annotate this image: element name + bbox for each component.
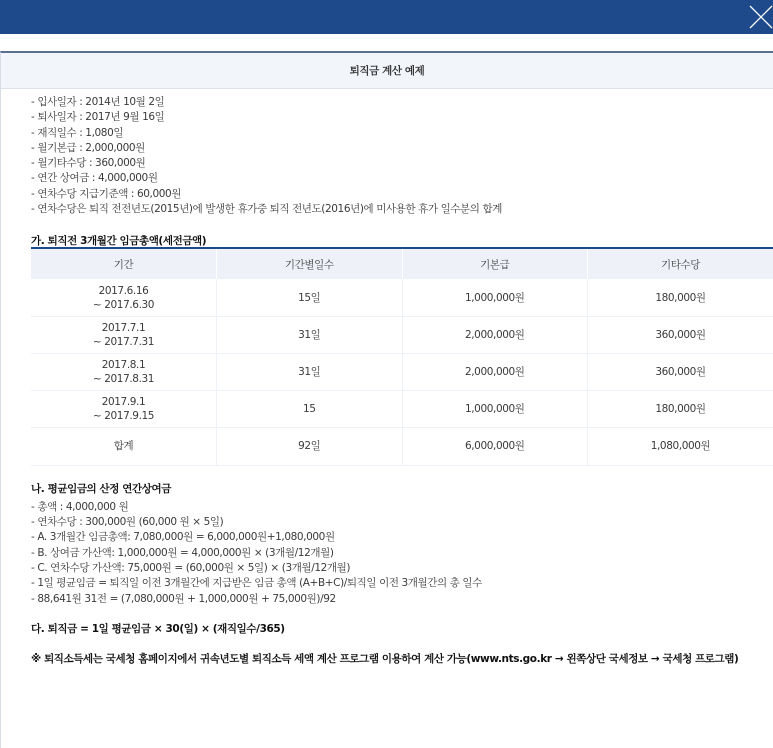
panel-title: 퇴직금 계산 예제 — [1, 53, 773, 89]
cell-other: 180,000원 — [588, 279, 773, 316]
info-line: - 입사일자 : 2014년 10월 2일 — [31, 96, 165, 108]
section-b-line: - 1일 평균임금 = 퇴직일 이전 3개월간에 지급받은 임금 총액 (A+B+C)/퇴직일 이전 3개월간의 총 일수 — [31, 577, 482, 590]
section-b-line: - C. 연차수당 가산액: 75,000원 = (60,000원 × 5일) × (3개월/12개월) — [31, 562, 351, 575]
cell-total-label: 합계 — [31, 427, 217, 465]
cell-period — [31, 353, 217, 390]
section-a-title: 가. 퇴직전 3개월간 임금총액(세전금액) — [31, 233, 773, 249]
table-row — [31, 353, 773, 390]
info-list — [31, 95, 773, 217]
period-start: 2017.8.1 — [101, 358, 146, 371]
close-icon — [743, 0, 773, 34]
period-end: ~ 2017.7.31 — [92, 335, 155, 348]
col-header-days: 기간별일수 — [217, 249, 403, 279]
content-body — [1, 89, 773, 667]
period-end: ~ 2017.8.31 — [92, 372, 155, 385]
col-header-period: 기간 — [31, 249, 217, 279]
tax-note: ※ 퇴직소득세는 국세청 홈페이지에서 귀속년도별 퇴직소득 세액 계산 프로그램 이용하여 계산 가능(www.nts.go.kr → 왼쪽상단 국세정보 → 국세청 프로그램) — [31, 652, 739, 665]
cell-base: 2,000,000원 — [402, 353, 588, 390]
section-b-line: - B. 상여금 가산액: 1,000,000원 = 4,000,000원 × (3개월/12개월) — [31, 546, 334, 559]
section-b-line: - A. 3개월간 임금총액: 7,080,000원 = 6,000,000원+1,080,000원 — [31, 531, 335, 544]
info-line: - 월기타수당 : 360,000원 — [31, 157, 146, 170]
period-start: 2017.9.1 — [101, 395, 146, 408]
period-end: ~ 2017.6.30 — [92, 298, 155, 311]
close-button[interactable] — [743, 0, 773, 34]
cell-days: 15일 — [217, 279, 403, 316]
cell-period — [31, 279, 217, 316]
cell-total-base: 6,000,000원 — [402, 427, 588, 465]
cell-period — [31, 390, 217, 427]
col-header-base: 기본급 — [402, 249, 588, 279]
cell-days: 31일 — [217, 353, 403, 390]
cell-days: 31일 — [217, 316, 403, 353]
top-bar — [0, 0, 773, 34]
section-b-title: 나. 평균임금의 산정 연간상여금 — [31, 482, 172, 495]
cell-days: 15 — [217, 390, 403, 427]
cell-base: 1,000,000원 — [402, 390, 588, 427]
cell-other: 360,000원 — [588, 353, 773, 390]
info-line: - 연차수당 지급기준액 : 60,000원 — [31, 187, 182, 200]
table-header-row — [31, 249, 773, 279]
table-total-row — [31, 427, 773, 465]
cell-other: 360,000원 — [588, 316, 773, 353]
section-b-line: - 총액 : 4,000,000 원 — [31, 500, 129, 513]
info-line: - 월기본급 : 2,000,000원 — [31, 141, 145, 154]
section-b-list — [31, 500, 773, 607]
section-b-line: - 88,641원 31전 = (7,080,000원 + 1,000,000원 + 75,000원)/92 — [31, 592, 336, 605]
cell-other: 180,000원 — [588, 390, 773, 427]
table-row — [31, 390, 773, 427]
cell-total-other: 1,080,000원 — [588, 427, 773, 465]
info-line: - 연차수당은 퇴직 전전년도(2015년)에 발생한 휴가중 퇴직 전년도(2016년)에 미사용한 휴가 일수분의 합계 — [31, 203, 502, 216]
table-row — [31, 279, 773, 316]
section-b-line: - 연차수당 : 300,000원 (60,000 원 × 5일) — [31, 516, 224, 529]
info-line: - 연간 상여금 : 4,000,000원 — [31, 172, 158, 185]
cell-period — [31, 316, 217, 353]
col-header-other: 기타수당 — [588, 249, 773, 279]
info-line: - 퇴사일자 : 2017년 9월 16일 — [31, 111, 165, 124]
wage-table — [31, 249, 773, 466]
cell-base: 1,000,000원 — [402, 279, 588, 316]
content-panel — [0, 51, 773, 748]
section-c-title: 다. 퇴직금 = 1일 평균임금 × 30(일) × (재직일수/365) — [31, 622, 285, 635]
period-start: 2017.7.1 — [101, 321, 146, 334]
period-end: ~ 2017.9.15 — [92, 409, 155, 422]
period-start: 2017.6.16 — [98, 284, 149, 297]
cell-base: 2,000,000원 — [402, 316, 588, 353]
cell-total-days: 92일 — [217, 427, 403, 465]
info-line: - 재직일수 : 1,080일 — [31, 126, 124, 139]
table-row — [31, 316, 773, 353]
